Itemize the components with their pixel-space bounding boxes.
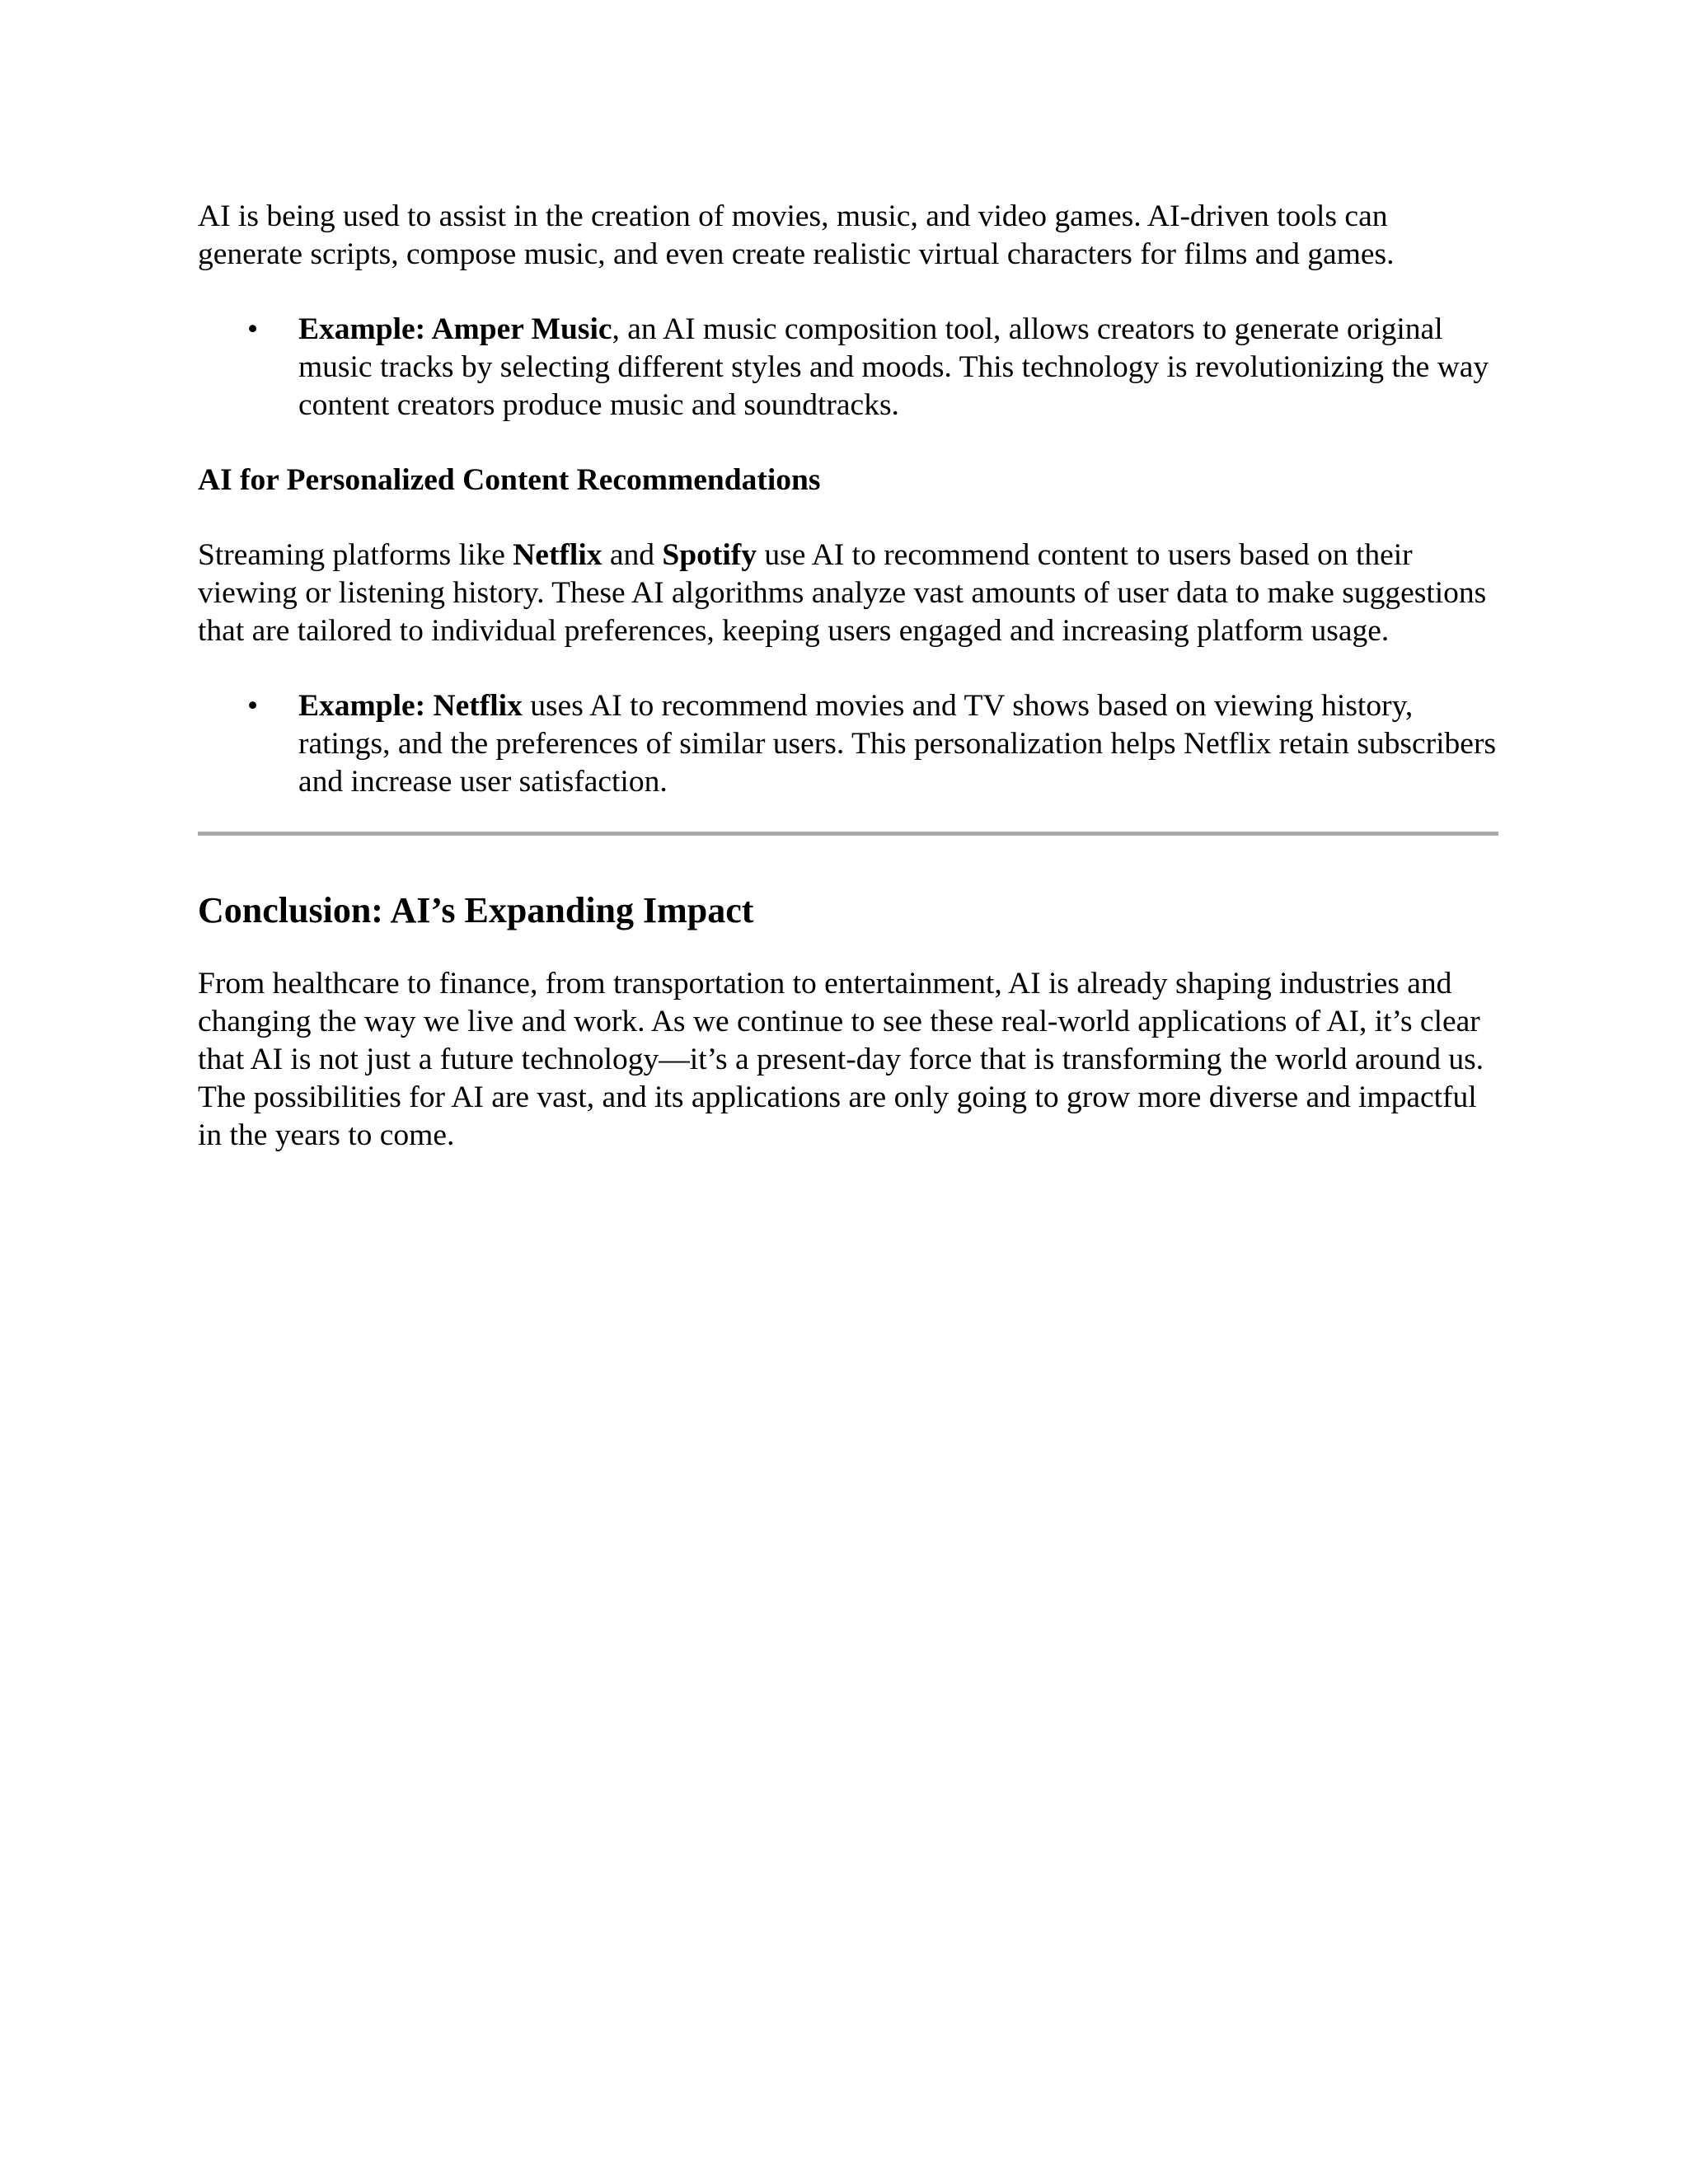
- list-item-amper-music: [198, 311, 1498, 424]
- recs-spotify-bold: Spotify: [662, 538, 757, 572]
- example-text-netflix: uses AI to recommend movies and TV shows based on viewing history, ratings, and the preferences of similar users. This personalization helps Netflix retain subscribers and increase user satisfaction.: [298, 689, 1497, 799]
- recs-text-start: Streaming platforms like: [198, 538, 513, 572]
- bullet-icon: •: [247, 312, 259, 346]
- recs-text-rest: use AI to recommend content to users based on their viewing or listening history. These AI algorithms analyze vast amounts of user data to make suggestions that are tailored to individual preferences, keeping users engaged and increasing platform usage.: [198, 538, 1487, 648]
- intro-paragraph: AI is being used to assist in the creation of movies, music, and video games. AI-driven tools can generate scripts, compose music, and even create realistic virtual characters for films and games.: [198, 199, 1395, 271]
- horizontal-divider: [198, 832, 1498, 836]
- example-text-amper: , an AI music composition tool, allows creators to generate original music tracks by selecting different styles and moods. This technology is revolutionizing the way content creators produce music and soundtracks.: [298, 312, 1489, 422]
- recommendations-paragraph: [198, 537, 1498, 650]
- conclusion-paragraph: From healthcare to finance, from transportation to entertainment, AI is already shaping industries and changing the way we live and work. As we continue to see these real-world applications of AI, it’s clear that AI is not just a future technology—it’s a present-day force that is transforming the world around us. The possibilities for AI are vast, and its applications are only going to grow more diverse and impactful in the years to come.: [198, 967, 1484, 1152]
- example-list-amper: [198, 311, 1498, 424]
- list-item-netflix: [198, 687, 1498, 801]
- recs-netflix-bold: Netflix: [513, 538, 603, 572]
- example-label-netflix: Example: Netflix: [298, 689, 523, 723]
- section-heading-recommendations: AI for Personalized Content Recommendations: [198, 463, 821, 497]
- example-label-amper: Example: Amper Music: [298, 312, 612, 346]
- example-list-netflix: [198, 687, 1498, 801]
- conclusion-heading: Conclusion: AI’s Expanding Impact: [198, 890, 754, 930]
- bullet-icon: •: [247, 689, 259, 723]
- document-page: [198, 198, 1498, 1192]
- recs-text-and: and: [602, 538, 663, 572]
